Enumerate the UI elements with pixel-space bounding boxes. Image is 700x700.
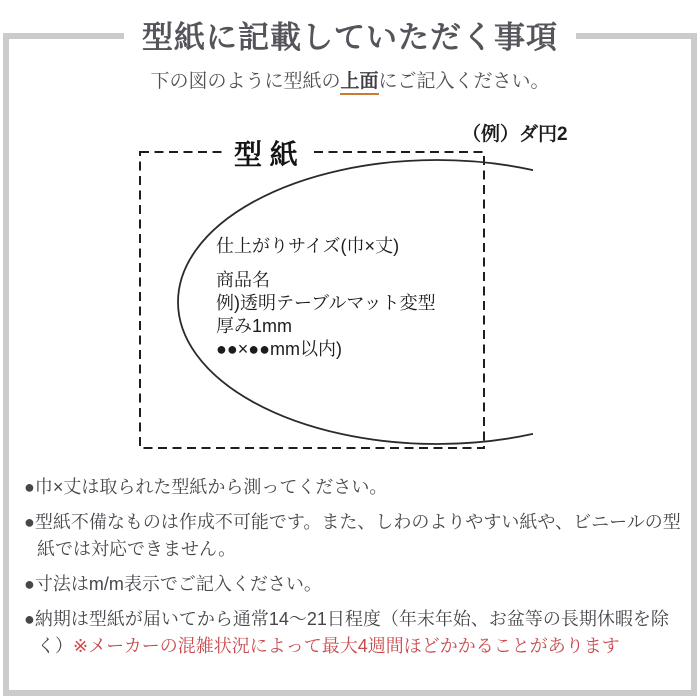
subtitle-text-suffix: にご記入ください。 (378, 71, 550, 92)
list-item (24, 509, 686, 563)
note-text: 納期は型紙が届いてから通常14〜21日程度（年末年始、お盆等の長期休暇を除く） (34, 609, 669, 656)
bullet-icon: ● (24, 477, 35, 497)
thickness-line: 厚み1mm (216, 316, 292, 336)
product-example-line: 例)透明テーブルマット変型 (216, 293, 436, 313)
note-text: 型紙不備なものは作成不可能です。また、しわのよりやすい紙や、ビニールの型紙では対応できません。 (34, 512, 681, 559)
note-text: 巾×丈は取られた型紙から測ってください。 (34, 477, 388, 497)
list-item (24, 571, 686, 598)
product-name-line: 商品名 (216, 270, 270, 290)
diagram-inner-notes (216, 235, 436, 361)
subtitle-emphasis-topside: 上面 (340, 71, 378, 95)
size-limit-line: ●●×●●mm以内) (216, 339, 342, 359)
list-item (24, 474, 686, 501)
delivery-warning-text: ※メーカーの混雑状況によって最大4週間ほどかかることがあります (73, 636, 620, 656)
pattern-paper-label: 型 紙 (222, 133, 310, 173)
note-text: 寸法はm/m表示でご記入ください。 (34, 574, 322, 594)
bullet-icon: ● (24, 574, 35, 594)
bullet-icon: ● (24, 512, 35, 532)
example-shape-label: （例）ダ円2 (462, 124, 568, 145)
list-item (24, 606, 686, 660)
page-title: 型紙に記載していただく事項 (124, 8, 576, 65)
bullet-icon: ● (24, 609, 35, 629)
subtitle-text-prefix: 下の図のように型紙の (150, 71, 341, 92)
notes-list (24, 474, 686, 668)
finished-size-line: 仕上がりサイズ(巾×丈) (216, 236, 400, 256)
